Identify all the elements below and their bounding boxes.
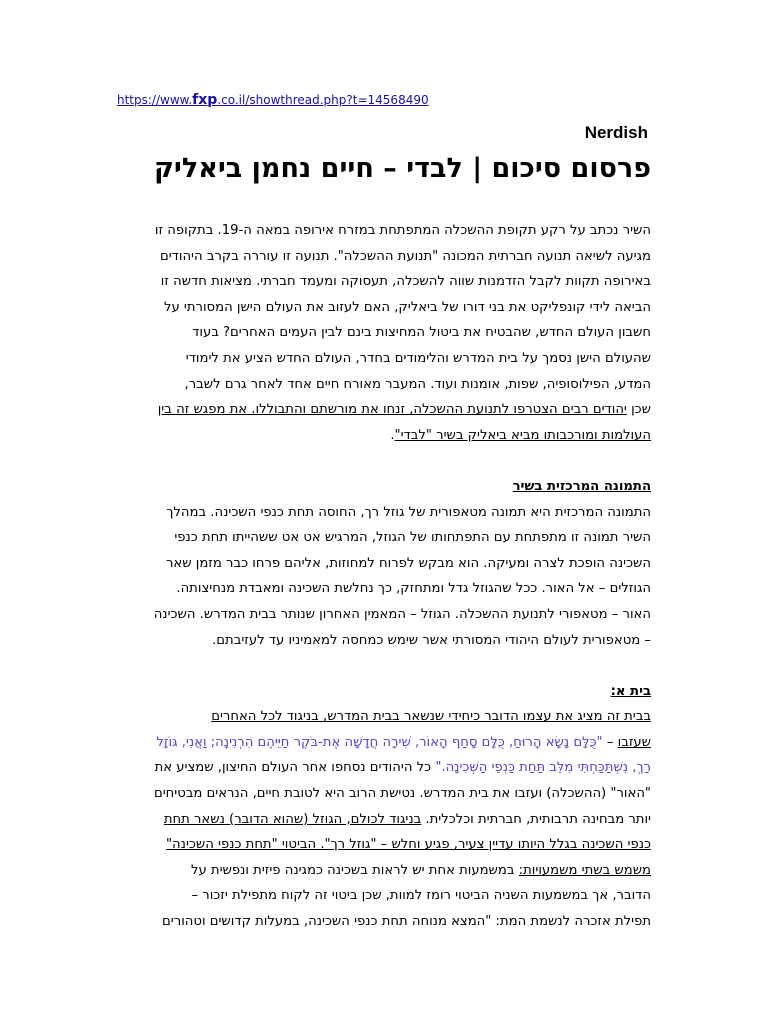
section-line: השכינה הופכת לצרה ומעיקה. הוא מבקש לפרוח למחוזות, אליהם פרחו כבר מזמן שאר	[165, 555, 651, 571]
brand-label: Nerdish	[584, 123, 648, 142]
stanza-line	[116, 755, 651, 781]
section-heading: בית א:	[610, 683, 651, 699]
stanza-underlined-text: שעזבו	[617, 734, 651, 750]
stanza-underlined-text: בניגוד לכולם, הגוזל (שהוא הדובר) נשאר תחת	[163, 811, 422, 827]
poem-quote: "כֻּלָּם נָשָׂא הָרוּחַ, כֻּלָּם סָחַף הָאוֹר, שִׁירָה חֲדָשָׁה אֶת-בֹּקֶר חַיֵּיהֶם הִרְנִינָה; וַאֲנִי, גּוֹזָל	[156, 734, 603, 750]
stanza-underlined-text: משמש בשתי משמעויות:	[518, 862, 651, 878]
paragraph-gap	[116, 653, 651, 679]
section-line: האור – מטאפורי לתנועת ההשכלה. הגוזל – המאמין האחרון שנותר בבית המדרש. השכינה	[153, 606, 651, 622]
stanza-text: כל היהודים נסחפו אחר העולם החיצון, שמציע את	[154, 760, 436, 776]
url-domain: fxp	[192, 92, 218, 108]
section-line: התמונה המרכזית היא תמונה מטאפורית של גוזל רך, החוסה תחת כנפי השכינה. במהלך	[166, 504, 651, 520]
intro-line: השיר נכתב על רקע תקופת ההשכלה המתפתחת במזרח אירופה במאה ה-19. בתקופה זו	[154, 223, 651, 238]
stanza-dash: –	[602, 734, 618, 750]
intro-line	[116, 397, 651, 423]
section-line: – מטאפורית לעולם היהודי המסורתי אשר שימש כמחסה למאמיניו עד לעזיבתם.	[212, 632, 651, 648]
intro-line: המדע, הפילוסופיה, שפות, אומנות ועוד. המעבר מאורח חיים אחד לאחר גרם לשבר,	[184, 376, 651, 392]
intro-line: באירופה תקוות לקבל הזדמנות שווה להשכלה, תעסוקה ומעמד חברתי. מציאות חדשה זו	[160, 274, 651, 290]
intro-line: שהעולם הישן נסמך על בית המדרש והלימודים בחדר, העולם החדש הציע את לימודי	[185, 350, 651, 366]
source-url-link[interactable]	[117, 92, 429, 108]
stanza-text: במשמעות אחת יש לראות בשכינה כמגינה פיזית ונפשית על	[190, 862, 519, 878]
central-image-section	[116, 474, 651, 653]
stanza-line: תפילת אזכרה לנשמת המת: "המצא מנוחה תחת כנפי השכינה, במעלות קדושים וטהורים	[162, 914, 651, 930]
section-heading: התמונה המרכזית בשיר	[512, 478, 651, 494]
stanza-line: הדובר, אך במשמעות השניה הביטוי רומז למוות, שכן ביטוי זה לקוח מתפילת יזכור –	[191, 888, 651, 904]
stanza-line	[116, 730, 651, 756]
section-line: השיר תמונה זו מתפתחת עם התפתחותו של הגוזל, המרגיש אט אט ששהייתו תחת כנפי	[174, 530, 651, 546]
poem-quote: רַךְ, נִשְׁתַּכַּחְתִּי מִלֵּב תַּחַת כַּנְפֵי הַשְּׁכִינָה."	[435, 760, 651, 776]
stanza-line: בבית זה מציג את עצמו הדובר כיחידי שנשאר בבית המדרש, בניגוד לכל האחרים	[211, 709, 651, 725]
intro-line: מגיעה לשיאה תנועה חברתית המכונה "תנועת ההשכלה". תנועה זו עוררה בקרב היהודים	[159, 248, 651, 264]
stanza-a-section	[116, 679, 651, 935]
url-suffix: .co.il/showthread.php?t=14568490	[217, 93, 429, 107]
stanza-line	[116, 858, 651, 884]
intro-line	[116, 423, 651, 449]
section-line: הגוזלים – אל האור. ככל שהגוזל גדל ומתחזק, כך נחלשת השכינה ומאבדת מנחיצותה.	[176, 581, 651, 597]
intro-paragraph	[116, 218, 651, 448]
stanza-line: כנפי השכינה בגלל היותו עדיין צעיר, פגיע וחלש – "גוזל רך". הביטוי "תחת כנפי השכינה"	[165, 837, 651, 853]
stanza-line: "האור" (ההשכלה) ועזבו את בית המדרש. נטישת הרוב היא לטובת חיים, הנראים מבטיחים	[153, 786, 651, 802]
intro-line-end: .	[390, 427, 395, 443]
stanza-line	[116, 807, 651, 833]
article-body	[116, 218, 651, 935]
intro-underlined-text: יהודים רבים הצטרפו לתנועת ההשכלה, זנחו את מורשתם והתבוללו. את מפגש זה בין	[157, 402, 627, 418]
intro-underlined-text: העולמות ומורכבותו מביא ביאליק בשיר "לבדי"	[394, 427, 651, 443]
page-title: פרסום סיכום | לבדי – חיים נחמן ביאליק	[154, 153, 651, 184]
intro-line: חשבון העולם החדש, שהבטיח את ביטול המחיצות בינם לבין העמים האחרים? בעוד	[192, 325, 651, 341]
paragraph-gap	[116, 448, 651, 474]
intro-line: הביאה לידי קונפליקט את בני דורו של ביאליק, האם לעזוב את העולם הישן המסורתי על	[163, 299, 651, 315]
url-prefix: https://www.	[117, 93, 193, 107]
intro-line-plain: שכן	[626, 402, 651, 418]
stanza-text: יותר מבחינה תרבותית, חברתית וכלכלית.	[421, 811, 651, 827]
